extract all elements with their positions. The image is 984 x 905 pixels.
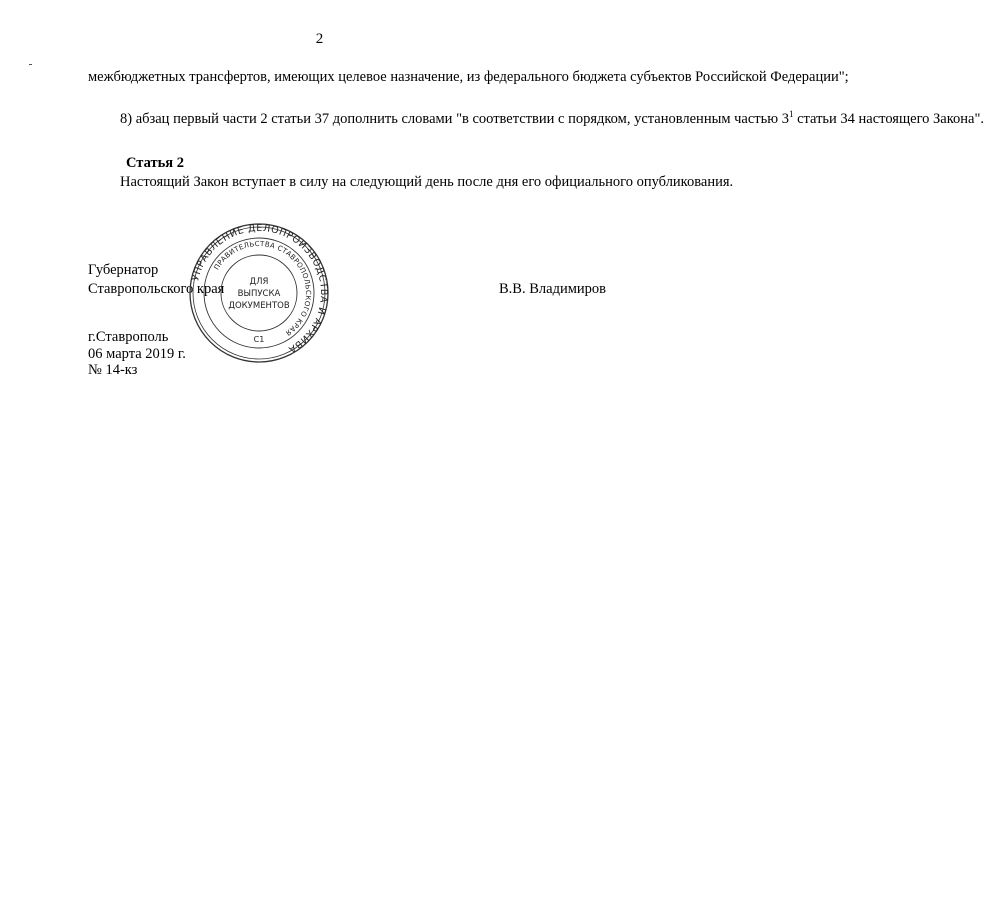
article2-text: Настоящий Закон вступает в силу на следующий день после дня его официального опубликования. [120,174,734,190]
stamp-inner-text: ПРАВИТЕЛЬСТВА СТАВРОПОЛЬСКОГО КРАЯ [212,239,313,338]
stamp-code: С1 [253,335,265,344]
stamp-seal-icon [188,222,330,364]
stamp-center-line2: ВЫПУСКА [237,289,281,299]
article2-heading: Статья 2 [126,155,184,171]
stamp-center-line3: ДОКУМЕНТОВ [228,301,290,311]
item8-suffix: статьи 34 настоящего Закона". [793,111,984,127]
signing-date: 06 марта 2019 г. [88,346,186,362]
scan-artifact-dot [29,64,32,65]
signer-position-line1: Губернатор [88,262,159,278]
article1-continuation: межбюджетных трансфертов, имеющих целевое назначение, из федерального бюджета субъектов Российской Федерации"; [88,69,849,85]
signer-name: В.В. Владимиров [499,281,606,297]
page-number: 2 [315,31,324,47]
item8-prefix: 8) абзац первый части 2 статьи 37 дополнить словами "в соответствии с порядком, установленным частью 3 [120,111,789,127]
item8-superscript: 1 [788,109,794,120]
stamp-outer-text: УПРАВЛЕНИЕ ДЕЛОПРОИЗВОДСТВА И АРХИВА [190,222,330,356]
law-number: № 14-кз [88,362,138,378]
stamp-center-line1: ДЛЯ [249,277,269,287]
official-stamp [188,222,330,364]
article1-item8 [88,109,984,129]
signing-city: г.Ставрополь [88,329,169,345]
signer-position-line2: Ставропольского края [88,281,225,297]
